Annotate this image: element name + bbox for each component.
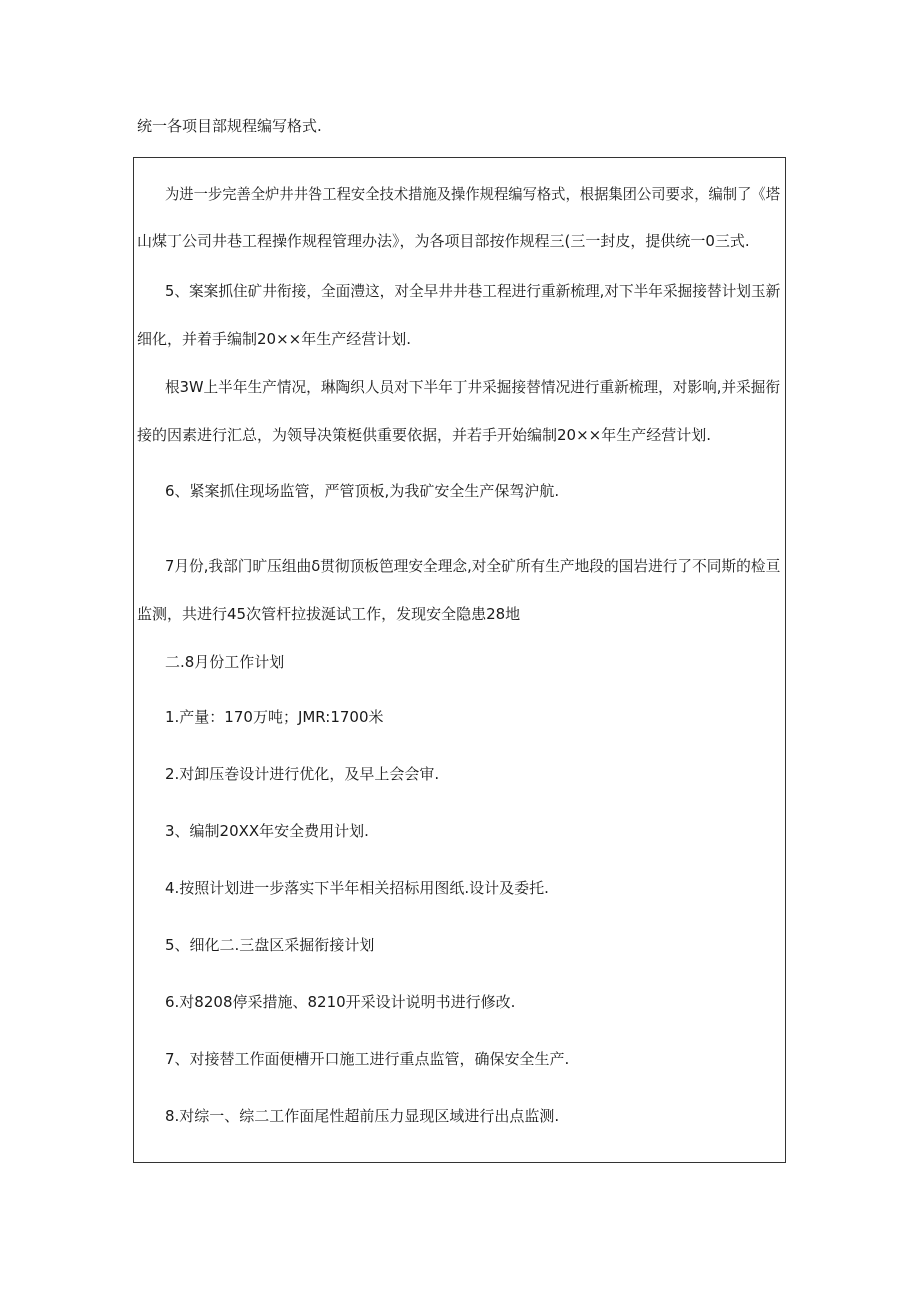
paragraph-line: 监测，共进行45次管杆拉拔涎试工作，发现安全隐患28地 (137, 605, 521, 623)
paragraph-line: 接的因素进行汇总，为领导决策梃供重要依据，并若手开始编制20××年生产经营计划. (137, 426, 711, 444)
plan-item: 4.按照计划进一步落实下半年相关招标用图纸.设计及委托. (165, 879, 549, 897)
paragraph-line: 7月份,我部门旷压组曲δ贯彻顶板笆理安全理念,对全矿所有生产地段的国岩进行了不同斯的检亘 (165, 557, 781, 575)
plan-item: 8.对综一、综二工作面尾性超前压力显现区域进行出点监测. (165, 1107, 560, 1125)
intro-heading: 统一各项目部规程编写格式. (137, 117, 322, 135)
plan-item: 1.产量：170万吨；JMR:1700米 (165, 708, 384, 726)
paragraph-line: 山煤丁公司井巷工程操作规程管理办法》，为各项目部按作规程三(三一封皮，提供统一0三式. (137, 232, 750, 250)
paragraph-line: 为进一步完善全炉井井咎工程安全技术措施及操作规程编写格式，根据集团公司要求，编制了《塔 (165, 185, 781, 203)
plan-item: 3、编制20XX年安全费用计划. (165, 822, 369, 840)
plan-item: 6.对8208停采措施、8210开采设计说明书进行修改. (165, 993, 516, 1011)
section-title: 二.8月份工作计划 (165, 653, 285, 671)
paragraph-line: 6、紧案抓住现场监管，严管顶板,为我矿安全生产保驾沪航. (165, 482, 560, 500)
plan-item: 5、细化二.三盘区采掘衔接计划 (165, 936, 375, 954)
plan-item: 7、对接替工作面便槽开口施工进行重点监管，确保安全生产. (165, 1050, 570, 1068)
paragraph-line: 细化，并着手编制20××年生产经营计划. (137, 330, 411, 348)
paragraph-line: 5、案案抓住矿井衔接，全面澧这，对全早井井巷工程进行重新梳理,对下半年采掘接替计划玉新 (165, 282, 781, 300)
paragraph-line: 根3W上半年生产情况，琳陶织人员对下半年丁井采掘接替情况进行重新梳理，对影响,并采掘衔 (165, 378, 781, 396)
plan-item: 2.对卸压巻设计进行优化，及早上会会审. (165, 765, 440, 783)
